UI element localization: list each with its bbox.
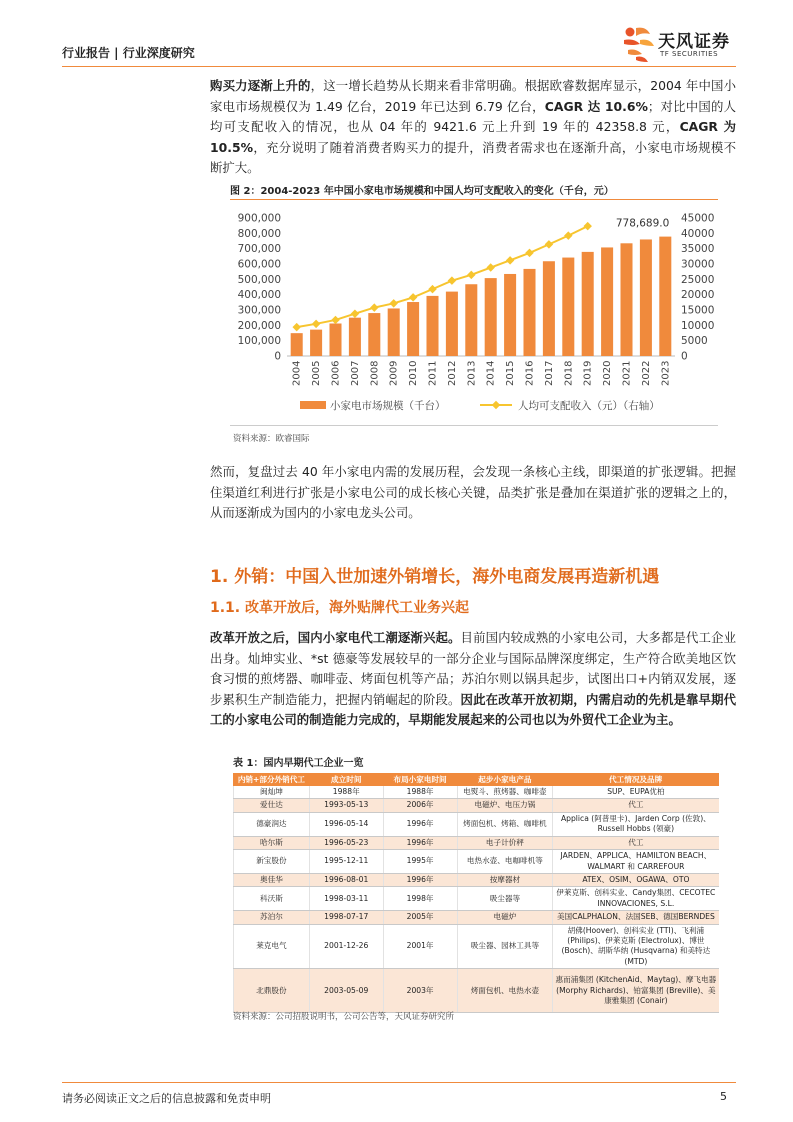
table-cell: 2003-05-09 — [309, 969, 383, 1013]
line-point-income — [564, 231, 572, 239]
table-cell: ATEX、OSIM、OGAWA、OTO — [553, 874, 719, 887]
bar-market-size — [543, 261, 555, 356]
bar-market-size — [446, 292, 458, 356]
table-title: 表 1：国内早期代工企业一览 — [233, 758, 364, 769]
table-header-cell: 内销+部分外销代工 — [234, 774, 310, 786]
line-point-income — [506, 256, 514, 264]
data-label-2023: 778,689.0 — [615, 217, 670, 230]
right-axis-tick-label: 10000 — [681, 319, 715, 332]
table-cell: 2005年 — [383, 911, 457, 924]
footer-divider — [62, 1082, 736, 1083]
oem-conclusion: 因此在改革开放初期，内需启动的先机是靠早期代工的小家电公司的制造能力完成的，早期能发展起来的公司也以为外贸代工企业为主。 — [210, 691, 737, 727]
table-cell: 1996年 — [383, 812, 457, 836]
table-cell: 德豪润达 — [234, 812, 310, 836]
table-cell: JARDEN、APPLICA、HAMILTON BEACH、WALMART 和 CARREFOUR — [553, 850, 719, 874]
bar-market-size — [582, 252, 594, 356]
legend-line-label: 人均可支配收入（元）（右轴） — [518, 400, 660, 412]
table-cell: 代工 — [553, 836, 719, 849]
bar-market-size — [426, 296, 438, 356]
bar-market-size — [329, 323, 341, 356]
table-cell: 胡佛(Hoover)、创科实业 (TTI)、飞利浦 (Philips)、伊莱克斯 (Electrolux)、博世 (Bosch)、胡斯华纳 (Husqvarna) 和美特达 (MTD) — [553, 924, 719, 969]
table-cell: 代工 — [553, 799, 719, 812]
table-cell: 电热水壶、电咖啡机等 — [457, 850, 553, 874]
left-axis-tick-label: 100,000 — [237, 335, 281, 348]
line-point-income — [545, 240, 553, 248]
legend-bar-swatch — [300, 401, 326, 409]
figure-source: 资料来源：欧睿国际 — [233, 434, 310, 444]
report-header: 行业报告 | 行业深度研究 — [62, 46, 195, 60]
table-cell: 哈尔斯 — [234, 836, 310, 849]
intro-lead: 购买力逐渐上升的 — [210, 78, 311, 93]
line-point-income — [448, 276, 456, 284]
x-axis-tick-label: 2004 — [291, 360, 303, 386]
x-axis-tick-label: 2017 — [543, 360, 555, 386]
table-cell: 1995-12-11 — [309, 850, 383, 874]
x-axis-tick-label: 2012 — [446, 360, 458, 386]
market-size-income-chart — [230, 200, 720, 422]
table-header-cell: 起步小家电产品 — [457, 774, 553, 786]
left-axis-tick-label: 800,000 — [237, 227, 281, 240]
table-row — [234, 911, 719, 924]
line-point-income — [331, 316, 339, 324]
table-cell: 惠而浦集团 (KitchenAid、Maytag)、摩飞电器 (Morphy Richards)、铂富集团 (Breville)、美康雅集团 (Conair) — [553, 969, 719, 1013]
table-cell: 2006年 — [383, 799, 457, 812]
right-axis-tick-label: 45000 — [681, 212, 715, 225]
x-axis-tick-label: 2021 — [621, 360, 633, 386]
bar-market-size — [620, 243, 632, 356]
table-source: 资料来源：公司招股说明书，公司公告等，天风证券研究所 — [233, 1012, 455, 1022]
table-cell: Applica (阿普里卡)、Jarden Corp (佐敦)、Russell Hobbs (领豪) — [553, 812, 719, 836]
bar-market-size — [601, 247, 613, 356]
line-point-income — [370, 303, 378, 311]
oem-companies-table — [233, 773, 719, 1013]
left-axis-tick-label: 700,000 — [237, 243, 281, 256]
company-logo — [620, 24, 740, 68]
x-axis-tick-label: 2018 — [563, 360, 575, 386]
table-row — [234, 786, 719, 799]
line-point-income — [486, 263, 494, 271]
bar-market-size — [388, 308, 400, 356]
x-axis-tick-label: 2014 — [485, 360, 497, 386]
table-cell: 1998-07-17 — [309, 911, 383, 924]
table-cell: 2001-12-26 — [309, 924, 383, 969]
table-cell: 科沃斯 — [234, 887, 310, 911]
bar-market-size — [562, 258, 574, 356]
left-axis-tick-label: 0 — [274, 350, 281, 363]
table-cell: SUP、EUPA优柏 — [553, 786, 719, 799]
table-row — [234, 887, 719, 911]
table-cell: 爱仕达 — [234, 799, 310, 812]
intro-text-2: ；对比中国的人均可支配收入的情况，也从 04 年的 9421.6 元上升到 19 年的 42358.8 元， — [210, 98, 737, 134]
header-divider — [62, 66, 736, 67]
bar-market-size — [291, 333, 303, 356]
table-cell: 1998年 — [383, 887, 457, 911]
section-heading-1-1: 1.1. 改革开放后，海外贴牌代工业务兴起 — [210, 600, 469, 616]
right-axis-tick-label: 25000 — [681, 273, 715, 286]
right-axis-tick-label: 0 — [681, 350, 688, 363]
x-axis-tick-label: 2020 — [602, 360, 614, 386]
table-row — [234, 812, 719, 836]
intro-paragraph — [210, 76, 736, 179]
right-axis-tick-label: 5000 — [681, 335, 708, 348]
table-row — [234, 799, 719, 812]
table-cell: 1996-05-23 — [309, 836, 383, 849]
x-axis-tick-label: 2008 — [369, 360, 381, 386]
table-header-cell: 代工情况及品牌 — [553, 774, 719, 786]
table-cell: 1996-05-14 — [309, 812, 383, 836]
table-cell: 烤面包机、电热水壶 — [457, 969, 553, 1013]
table-cell: 电磁炉 — [457, 911, 553, 924]
table-row — [234, 969, 719, 1013]
line-point-income — [583, 222, 591, 230]
x-axis-tick-label: 2009 — [388, 360, 400, 386]
line-point-income — [525, 249, 533, 257]
legend-bar-label: 小家电市场规模（千台） — [330, 400, 446, 412]
table-cell: 伊莱克斯、创科实业、Candy集团、CECOTEC INNOVACIONES, S.L. — [553, 887, 719, 911]
intro-text-3: ，充分说明了随着消费者购买力的提升，消费者需求也在逐渐升高，小家电市场规模不断扩大。 — [210, 139, 736, 175]
table-cell: 2001年 — [383, 924, 457, 969]
table-cell: 电子计价秤 — [457, 836, 553, 849]
intro-cagr-1: CAGR 达 10.6% — [544, 98, 648, 114]
oem-lead: 改革开放之后，国内小家电代工潮逐渐兴起。 — [210, 630, 461, 645]
bar-market-size — [407, 302, 419, 356]
table-cell: 电熨斗、煎烤器、咖啡壶 — [457, 786, 553, 799]
legend-line-marker — [492, 401, 500, 409]
right-axis-tick-label: 15000 — [681, 304, 715, 317]
line-point-income — [467, 271, 475, 279]
page-number: 5 — [720, 1090, 727, 1103]
bar-market-size — [465, 284, 477, 356]
table-cell: 苏泊尔 — [234, 911, 310, 924]
bar-market-size — [368, 313, 380, 356]
section-heading-1: 1. 外销：中国入世加速外销增长，海外电商发展再造新机遇 — [210, 567, 660, 587]
table-header-row — [234, 774, 719, 786]
table-header-cell: 布局小家电时间 — [383, 774, 457, 786]
table-cell: 吸尘器、园林工具等 — [457, 924, 553, 969]
table-cell: 按摩器材 — [457, 874, 553, 887]
x-axis-tick-label: 2016 — [524, 360, 536, 386]
bar-market-size — [349, 318, 361, 356]
x-axis-tick-label: 2015 — [505, 360, 517, 386]
left-axis-tick-label: 400,000 — [237, 289, 281, 302]
table-row — [234, 924, 719, 969]
table-cell: 1988年 — [309, 786, 383, 799]
table-cell: 1996-08-01 — [309, 874, 383, 887]
bar-market-size — [640, 239, 652, 356]
logo-text-cn: 天风证券 — [658, 32, 730, 52]
x-axis-tick-label: 2006 — [330, 360, 342, 386]
table-cell: 美国CALPHALON、法国SEB、德国BERNDES — [553, 911, 719, 924]
left-axis-tick-label: 300,000 — [237, 304, 281, 317]
intro-cagr-2: CAGR 为 10.5% — [210, 119, 736, 155]
x-axis-tick-label: 2007 — [349, 360, 361, 386]
table-cell: 2003年 — [383, 969, 457, 1013]
table-cell: 1993-05-13 — [309, 799, 383, 812]
bar-market-size — [659, 237, 671, 356]
table-row — [234, 850, 719, 874]
footer-disclaimer: 请务必阅读正文之后的信息披露和免责申明 — [62, 1092, 271, 1105]
x-axis-tick-label: 2013 — [466, 360, 478, 386]
right-axis-tick-label: 20000 — [681, 289, 715, 302]
right-axis-tick-label: 35000 — [681, 243, 715, 256]
left-axis-tick-label: 600,000 — [237, 258, 281, 271]
line-point-income — [389, 299, 397, 307]
table-row — [234, 836, 719, 849]
line-point-income — [292, 323, 300, 331]
bar-market-size — [485, 278, 497, 356]
table-cell: 吸尘器等 — [457, 887, 553, 911]
x-axis-tick-label: 2005 — [311, 360, 323, 386]
bar-market-size — [310, 330, 322, 356]
table-cell: 1996年 — [383, 836, 457, 849]
logo-mark-icon — [620, 24, 656, 64]
line-point-income — [312, 320, 320, 328]
table-cell: 莱克电气 — [234, 924, 310, 969]
x-axis-tick-label: 2023 — [660, 360, 672, 386]
right-axis-tick-label: 30000 — [681, 258, 715, 271]
line-point-income — [351, 309, 359, 317]
line-point-income — [409, 293, 417, 301]
intro-text-1: ，这一增长趋势从长期来看非常明确。根据欧睿数据库显示，2004 年中国小家电市场规模仅为 1.49 亿台，2019 年已达到 6.79 亿台， — [210, 78, 736, 114]
table-header-cell: 成立时间 — [309, 774, 383, 786]
logo-text-en: TF SECURITIES — [660, 50, 719, 58]
line-point-income — [428, 285, 436, 293]
right-axis-tick-label: 40000 — [681, 227, 715, 240]
table-row — [234, 874, 719, 887]
bar-market-size — [523, 269, 535, 356]
table-cell: 闽灿坤 — [234, 786, 310, 799]
table-cell: 电磁炉、电压力锅 — [457, 799, 553, 812]
left-axis-tick-label: 200,000 — [237, 319, 281, 332]
x-axis-tick-label: 2010 — [408, 360, 420, 386]
x-axis-tick-label: 2019 — [582, 360, 594, 386]
table-cell: 新宝股份 — [234, 850, 310, 874]
oem-paragraph — [210, 628, 736, 731]
left-axis-tick-label: 500,000 — [237, 273, 281, 286]
table-cell: 北鼎股份 — [234, 969, 310, 1013]
figure-bottom-divider — [230, 425, 718, 426]
table-cell: 1988年 — [383, 786, 457, 799]
table-cell: 奥佳华 — [234, 874, 310, 887]
table-cell: 1996年 — [383, 874, 457, 887]
bar-market-size — [504, 274, 516, 356]
left-axis-tick-label: 900,000 — [237, 212, 281, 225]
table-cell: 1998-03-11 — [309, 887, 383, 911]
table-cell: 1995年 — [383, 850, 457, 874]
channel-paragraph: 然而，复盘过去 40 年小家电内需的发展历程，会发现一条核心主线，即渠道的扩张逻辑。把握住渠道红利进行扩张是小家电公司的成长核心关键，品类扩张是叠加在渠道扩张的逻辑之上的，从而逐渐成为国内的小家电龙头公司。 — [210, 464, 736, 520]
figure-title: 图 2：2004-2023 年中国小家电市场规模和中国人均可支配收入的变化（千台，元） — [230, 186, 614, 197]
table-cell: 烤面包机、烤箱、咖啡机 — [457, 812, 553, 836]
oem-text: 目前国内较成熟的小家电公司，大多都是代工企业出身。灿坤实业、*st 德豪等发展较早的一部分企业与国际品牌深度绑定，生产符合欧美地区饮食习惯的煎烤器、咖啡壶、烤面包机等产品；苏泊尔则以锅具起步，试图出口+内销双发展，逐步累积生产制造能力，把握内销崛起的阶段。 — [210, 630, 737, 707]
x-axis-tick-label: 2011 — [427, 360, 439, 386]
x-axis-tick-label: 2022 — [640, 360, 652, 386]
